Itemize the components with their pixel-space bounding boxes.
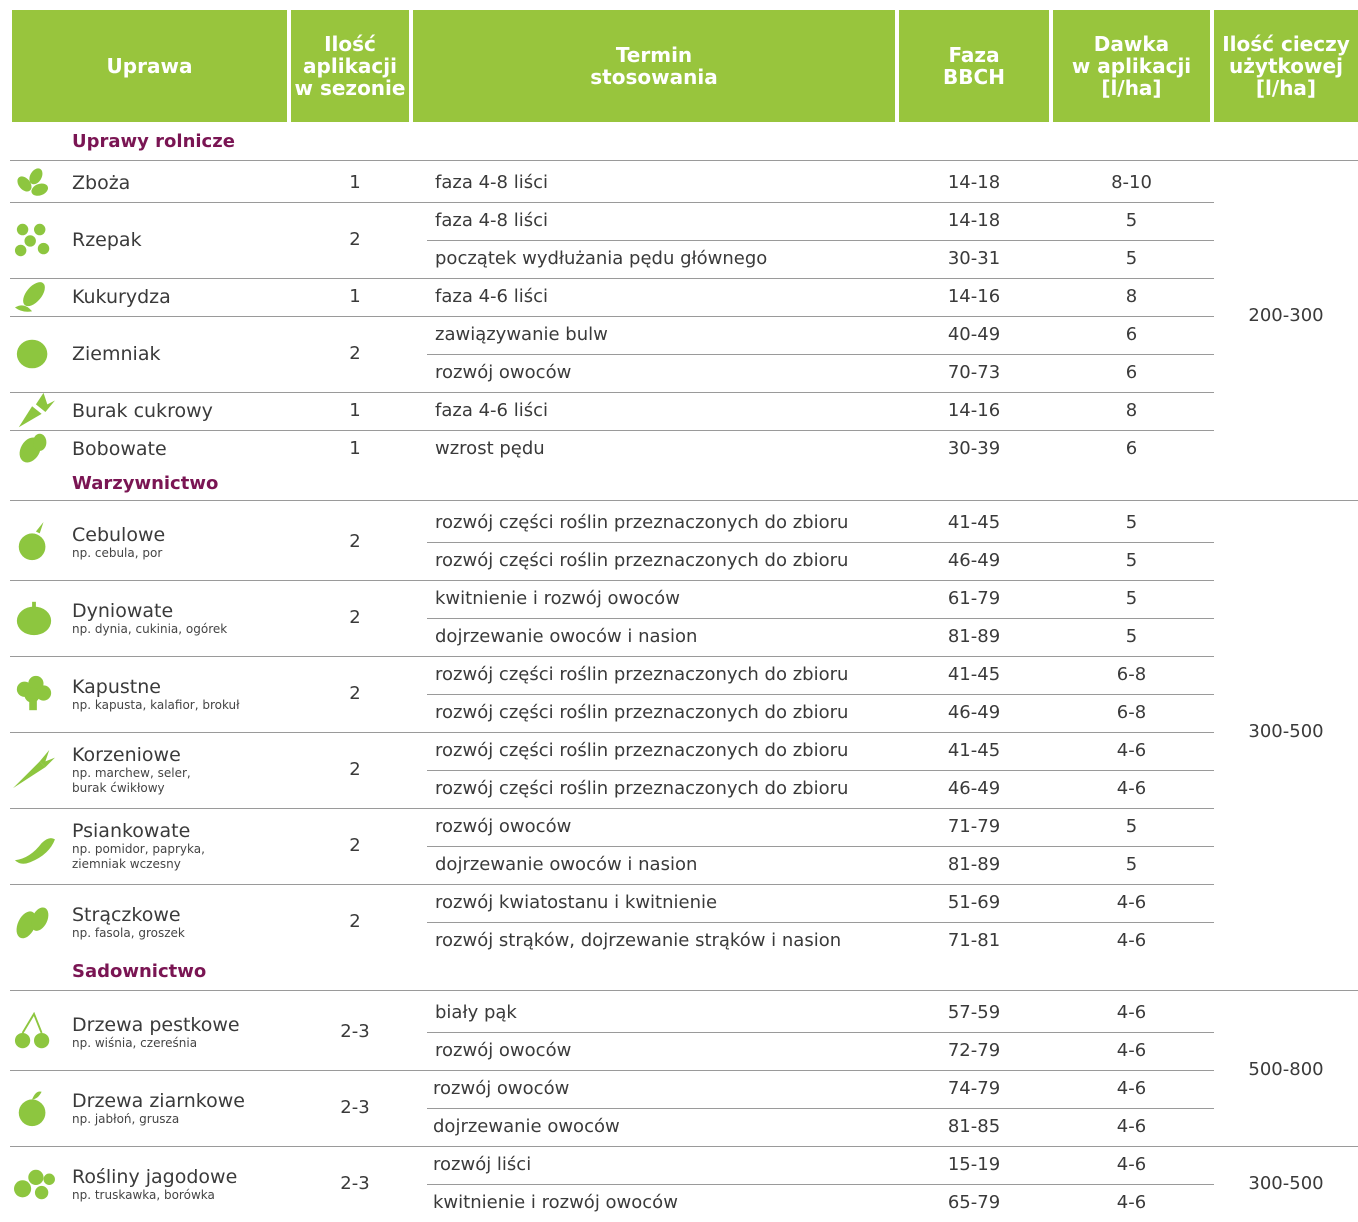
bbch-cell: 51-69 (947, 892, 1001, 913)
term-cell: rozwój części roślin przeznaczonych do zbioru (435, 550, 849, 571)
term-cell: wzrost pędu (435, 438, 545, 459)
crop-name: Strączkowe (72, 903, 181, 926)
crop-label (72, 820, 205, 872)
dose-cell: 4-6 (1116, 1078, 1147, 1099)
bbch-cell: 70-73 (947, 362, 1001, 383)
crop-label (72, 1014, 240, 1051)
liquid-volume: 300-500 (1248, 721, 1324, 742)
bbch-cell: 81-89 (947, 626, 1001, 647)
bbch-cell: 81-85 (947, 1116, 1001, 1137)
onion-icon (10, 522, 58, 562)
application-count: 1 (349, 286, 361, 307)
term-cell: biały pąk (435, 1002, 517, 1023)
term-cell: rozwój strąków, dojrzewanie strąków i nasion (435, 930, 842, 951)
dose-cell: 5 (1125, 550, 1138, 571)
application-count: 2 (349, 343, 361, 364)
crop-example: np. fasola, groszek (72, 925, 185, 940)
bbch-cell: 61-79 (947, 588, 1001, 609)
term-cell: dojrzewanie owoców i nasion (435, 626, 698, 647)
term-cell: faza 4-8 liści (435, 172, 548, 193)
liquid-volume: 200-300 (1248, 305, 1324, 326)
crop-example: np. dynia, cukinia, ogórek (72, 621, 228, 636)
dose-cell: 4-6 (1116, 1002, 1147, 1023)
application-count: 2 (349, 759, 361, 780)
bbch-cell: 72-79 (947, 1040, 1001, 1061)
crop-name: Drzewa ziarnkowe (72, 1089, 245, 1112)
crop-label (72, 286, 171, 308)
bbch-cell: 74-79 (947, 1078, 1001, 1099)
term-cell: faza 4-8 liści (435, 210, 548, 231)
crop-name: Kapustne (72, 675, 161, 698)
dose-cell: 5 (1125, 588, 1138, 609)
crop-name: Psiankowate (72, 820, 191, 842)
crop-name: Zboża (72, 172, 131, 194)
dose-cell: 6-8 (1116, 702, 1147, 723)
bbch-cell: 81-89 (947, 854, 1001, 875)
apple-icon (10, 1088, 58, 1128)
liquid-volume: 500-800 (1248, 1059, 1324, 1080)
section-divider (10, 500, 1358, 501)
crop-name: Rzepak (72, 229, 142, 251)
header-cell: Uprawa (12, 10, 287, 122)
crop-label (72, 600, 227, 637)
section-divider (10, 990, 1358, 991)
section-divider (10, 160, 1358, 161)
crop-label (72, 676, 240, 713)
crop-example: np. pomidor, papryka, ziemniak wczesny (72, 842, 205, 871)
crop-label (72, 400, 213, 422)
bbch-cell: 14-18 (947, 210, 1001, 231)
dose-cell: 5 (1125, 248, 1138, 269)
application-count: 2 (349, 911, 361, 932)
application-count: 2 (349, 229, 361, 250)
crop-label (72, 1166, 237, 1203)
dose-cell: 8-10 (1111, 172, 1152, 193)
dose-cell: 4-6 (1116, 1154, 1147, 1175)
bbch-cell: 41-45 (947, 664, 1001, 685)
dose-cell: 4-6 (1116, 1116, 1147, 1137)
application-count: 2-3 (340, 1021, 370, 1042)
crop-name: Burak cukrowy (72, 400, 213, 422)
berries-icon (10, 1164, 58, 1204)
term-cell: zawiązywanie bulw (435, 324, 608, 345)
pumpkin-icon (10, 598, 58, 638)
dose-cell: 5 (1125, 512, 1138, 533)
bbch-cell: 14-16 (947, 286, 1001, 307)
application-count: 2 (349, 607, 361, 628)
rapeseed-flower-icon (10, 220, 58, 260)
dose-cell: 4-6 (1116, 930, 1147, 951)
term-cell: rozwój części roślin przeznaczonych do zbioru (435, 740, 849, 761)
crop-name: Cebulowe (72, 523, 166, 546)
crop-label (72, 172, 130, 194)
crop-name: Drzewa pestkowe (72, 1013, 240, 1036)
crop-example: np. cebula, por (72, 545, 163, 560)
bbch-cell: 30-39 (947, 438, 1001, 459)
legume-bean-icon (10, 429, 58, 469)
section-title: Warzywnictwo (72, 473, 219, 494)
header-cell: Ilość aplikacji w sezonie (291, 10, 409, 122)
corn-icon (10, 277, 58, 317)
bbch-cell: 15-19 (947, 1154, 1001, 1175)
potato-icon (10, 334, 58, 374)
sugar-beet-icon (10, 391, 58, 431)
application-count: 2-3 (340, 1097, 370, 1118)
crop-label (72, 524, 165, 561)
term-cell: faza 4-6 liści (435, 400, 548, 421)
dose-cell: 6-8 (1116, 664, 1147, 685)
crop-name: Korzeniowe (72, 744, 181, 766)
bbch-cell: 30-31 (947, 248, 1001, 269)
term-cell: rozwój owoców (433, 1078, 570, 1099)
crop-label (72, 343, 160, 365)
crop-example: np. wiśnia, czereśnia (72, 1035, 198, 1050)
term-cell: dojrzewanie owoców i nasion (435, 854, 698, 875)
bbch-cell: 71-79 (947, 816, 1001, 837)
term-cell: dojrzewanie owoców (433, 1116, 620, 1137)
header-cell: Faza BBCH (899, 10, 1049, 122)
bbch-cell: 14-16 (947, 400, 1001, 421)
bean-pod-icon (10, 902, 58, 942)
bbch-cell: 41-45 (947, 740, 1001, 761)
bbch-cell: 57-59 (947, 1002, 1001, 1023)
crop-name: Rośliny jagodowe (72, 1165, 238, 1188)
application-count: 2 (349, 683, 361, 704)
crop-label (72, 744, 191, 796)
crop-name: Bobowate (72, 438, 167, 460)
crop-name: Ziemniak (72, 343, 161, 365)
bbch-cell: 46-49 (947, 702, 1001, 723)
bbch-cell: 41-45 (947, 512, 1001, 533)
dose-cell: 5 (1125, 210, 1138, 231)
term-cell: faza 4-6 liści (435, 286, 548, 307)
dose-cell: 5 (1125, 626, 1138, 647)
application-count: 1 (349, 400, 361, 421)
bbch-cell: 65-79 (947, 1192, 1001, 1213)
bbch-cell: 46-49 (947, 550, 1001, 571)
section-title: Uprawy rolnicze (72, 131, 235, 152)
dose-cell: 4-6 (1116, 778, 1147, 799)
bbch-cell: 46-49 (947, 778, 1001, 799)
dose-cell: 4-6 (1116, 1040, 1147, 1061)
crop-label (72, 229, 142, 251)
cherry-icon (10, 1012, 58, 1052)
header-cell: Termin stosowania (413, 10, 895, 122)
term-cell: początek wydłużania pędu głównego (435, 248, 768, 269)
term-cell: rozwój owoców (435, 816, 572, 837)
crop-label (72, 904, 185, 941)
dose-cell: 5 (1125, 854, 1138, 875)
liquid-volume: 300-500 (1248, 1173, 1324, 1194)
header-cell: Dawka w aplikacji [l/ha] (1053, 10, 1210, 122)
dose-cell: 8 (1125, 286, 1138, 307)
application-count: 2-3 (340, 1173, 370, 1194)
grain-icon (10, 163, 58, 203)
term-cell: kwitnienie i rozwój owoców (435, 588, 680, 609)
application-count: 1 (349, 172, 361, 193)
crop-label (72, 1090, 245, 1127)
term-cell: rozwój owoców (435, 1040, 572, 1061)
dose-cell: 4-6 (1116, 1192, 1147, 1213)
application-count: 2 (349, 531, 361, 552)
application-count: 1 (349, 438, 361, 459)
term-cell: rozwój części roślin przeznaczonych do zbioru (435, 512, 849, 533)
term-cell: rozwój kwiatostanu i kwitnienie (435, 892, 718, 913)
term-cell: rozwój owoców (435, 362, 572, 383)
term-cell: rozwój części roślin przeznaczonych do zbioru (435, 778, 849, 799)
bbch-cell: 40-49 (947, 324, 1001, 345)
dose-cell: 4-6 (1116, 892, 1147, 913)
term-cell: rozwój części roślin przeznaczonych do zbioru (435, 702, 849, 723)
crop-example: np. marchew, seler, burak ćwikłowy (72, 766, 191, 795)
broccoli-icon (10, 674, 58, 714)
carrot-icon (10, 750, 58, 790)
dose-cell: 5 (1125, 816, 1138, 837)
dose-cell: 6 (1125, 438, 1138, 459)
eggplant-icon (10, 826, 58, 866)
section-title: Sadownictwo (72, 961, 207, 982)
dose-cell: 6 (1125, 324, 1138, 345)
crop-name: Kukurydza (72, 286, 171, 308)
dose-cell: 4-6 (1116, 740, 1147, 761)
dose-cell: 6 (1125, 362, 1138, 383)
crop-name: Dyniowate (72, 599, 174, 622)
bbch-cell: 71-81 (947, 930, 1001, 951)
crop-example: np. kapusta, kalafior, brokuł (72, 697, 240, 712)
bbch-cell: 14-18 (947, 172, 1001, 193)
dose-cell: 8 (1125, 400, 1138, 421)
term-cell: kwitnienie i rozwój owoców (433, 1192, 678, 1213)
crop-example: np. jabłoń, grusza (72, 1111, 180, 1126)
crop-label (72, 438, 167, 460)
crop-example: np. truskawka, borówka (72, 1187, 215, 1202)
term-cell: rozwój liści (433, 1154, 532, 1175)
application-count: 2 (349, 835, 361, 856)
header-cell: Ilość cieczy użytkowej [l/ha] (1214, 10, 1358, 122)
term-cell: rozwój części roślin przeznaczonych do zbioru (435, 664, 849, 685)
